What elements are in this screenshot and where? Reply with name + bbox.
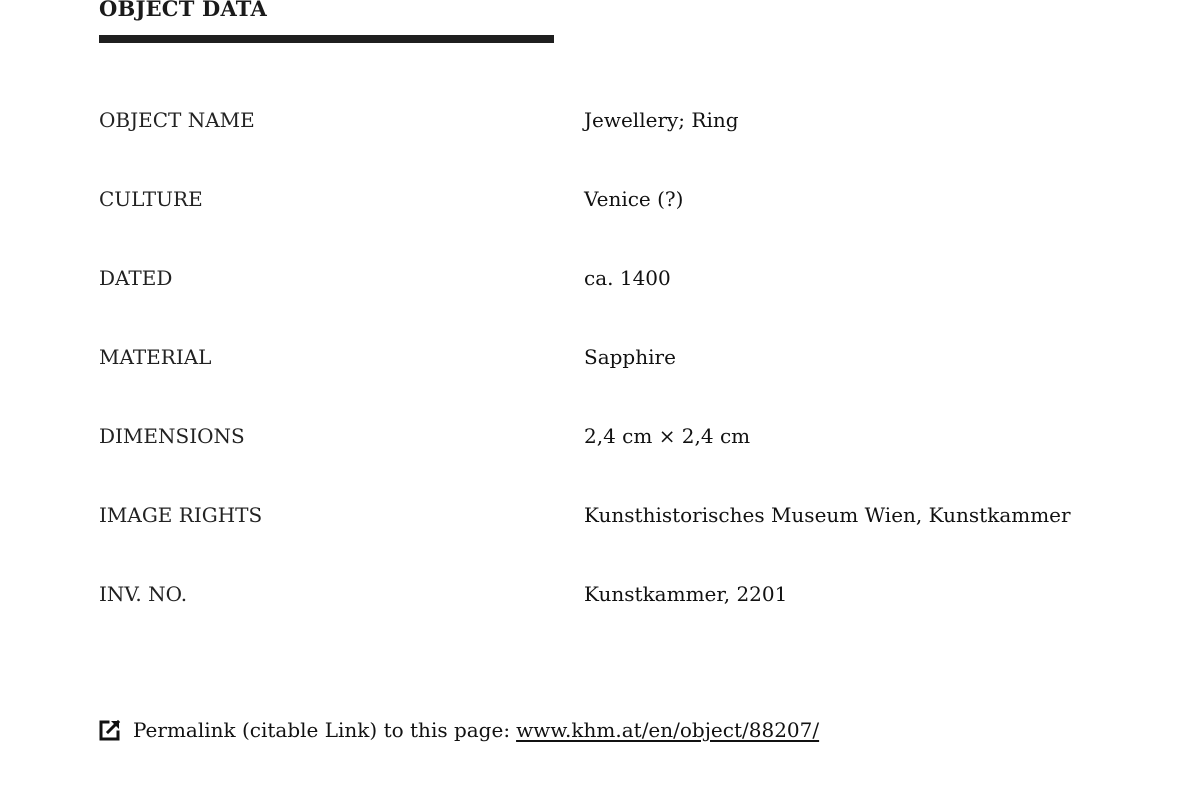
- row-label: IMAGE RIGHTS: [99, 503, 263, 527]
- row-label: CULTURE: [99, 187, 203, 211]
- permalink-link[interactable]: www.khm.at/en/object/88207/: [516, 718, 820, 742]
- data-row-culture: [99, 183, 1099, 262]
- row-label: OBJECT NAME: [99, 108, 255, 132]
- data-row-dated: [99, 262, 1099, 341]
- row-label: MATERIAL: [99, 345, 212, 369]
- external-link-icon: [99, 719, 121, 741]
- row-label: DIMENSIONS: [99, 424, 245, 448]
- row-value: Jewellery; Ring: [584, 108, 739, 132]
- row-label: INV. NO.: [99, 582, 188, 606]
- row-value: Venice (?): [584, 187, 684, 211]
- data-row-image-rights: [99, 499, 1099, 578]
- row-label: DATED: [99, 266, 173, 290]
- row-value: Sapphire: [584, 345, 676, 369]
- row-value: Kunsthistorisches Museum Wien, Kunstkammer: [584, 503, 1071, 527]
- data-row-object-name: [99, 104, 1099, 183]
- heading-underline: [99, 35, 554, 43]
- section-title: OBJECT DATA: [99, 0, 267, 21]
- row-value: 2,4 cm × 2,4 cm: [584, 424, 751, 448]
- permalink-prefix: Permalink (citable Link) to this page:: [133, 718, 511, 742]
- row-value: ca. 1400: [584, 266, 671, 290]
- permalink: [99, 718, 819, 742]
- row-value: Kunstkammer, 2201: [584, 582, 788, 606]
- data-row-dimensions: [99, 420, 1099, 499]
- data-row-material: [99, 341, 1099, 420]
- data-row-inv-no: [99, 578, 1099, 657]
- object-data-table: [99, 104, 1099, 657]
